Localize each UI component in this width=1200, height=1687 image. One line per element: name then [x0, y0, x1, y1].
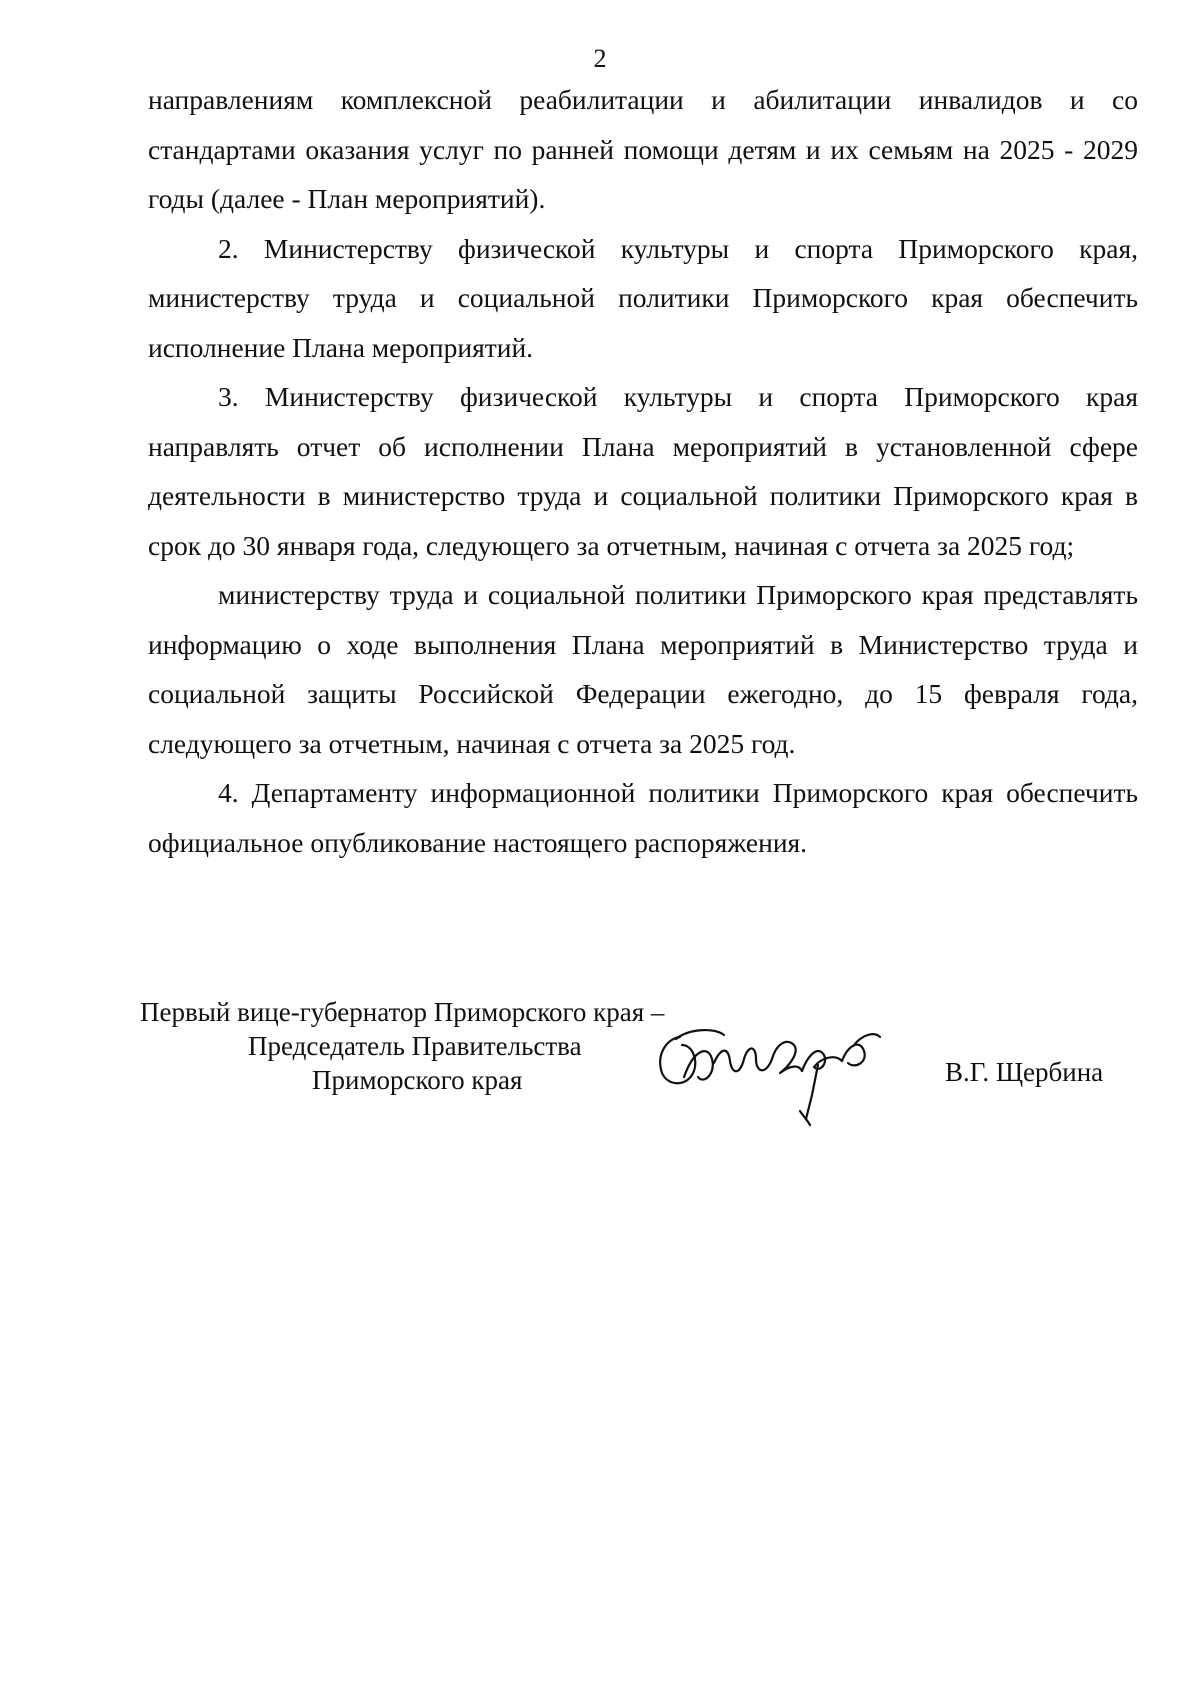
paragraph-item-2: 2. Министерству физической культуры и спорта Приморского края, министерству труда и социальной политики Приморского края обеспечить исполнение Плана мероприятий. [148, 232, 1138, 363]
paragraph-item-4: 4. Департаменту информационной политики Приморского края обеспечить официальное опубликование настоящего распоряжения. [148, 777, 1138, 858]
paragraph-item-3: 3. Министерству физической культуры и спорта Приморского края направлять отчет об исполнении Плана мероприятий в установленной сфере деятельности в министерство труда и социальной политики Приморского края в срок до 30 января года, следующего за отчетным, начиная с отчета за 2025 год; [148, 381, 1138, 561]
signer-title-line-2: Председатель Правительства [248, 1031, 582, 1061]
paragraph-continuation: направлениям комплексной реабилитации и абилитации инвалидов и со стандартами оказания услуг по ранней помощи детям и их семьям на 2025 - 2029 годы (далее - План мероприятий). [148, 84, 1138, 214]
document-body [148, 75, 1138, 867]
signer-name: В.Г. Щербина [945, 1057, 1104, 1087]
page-number: 2 [593, 44, 607, 73]
signer-title-line-1: Первый вице-губернатор Приморского края – [140, 997, 665, 1027]
signer-title-line-3: Приморского края [312, 1065, 523, 1095]
handwritten-signature [648, 1015, 928, 1127]
signature-block [0, 995, 1200, 1135]
paragraph-item-3-continued: министерству труда и социальной политики Приморского края представлять информацию о ходе выполнения Плана мероприятий в Министерство труда и социальной защиты Российской Федерации ежегодно, до 15 февраля года, следующего за отчетным, начиная с отчета за 2025 год. [148, 579, 1138, 759]
